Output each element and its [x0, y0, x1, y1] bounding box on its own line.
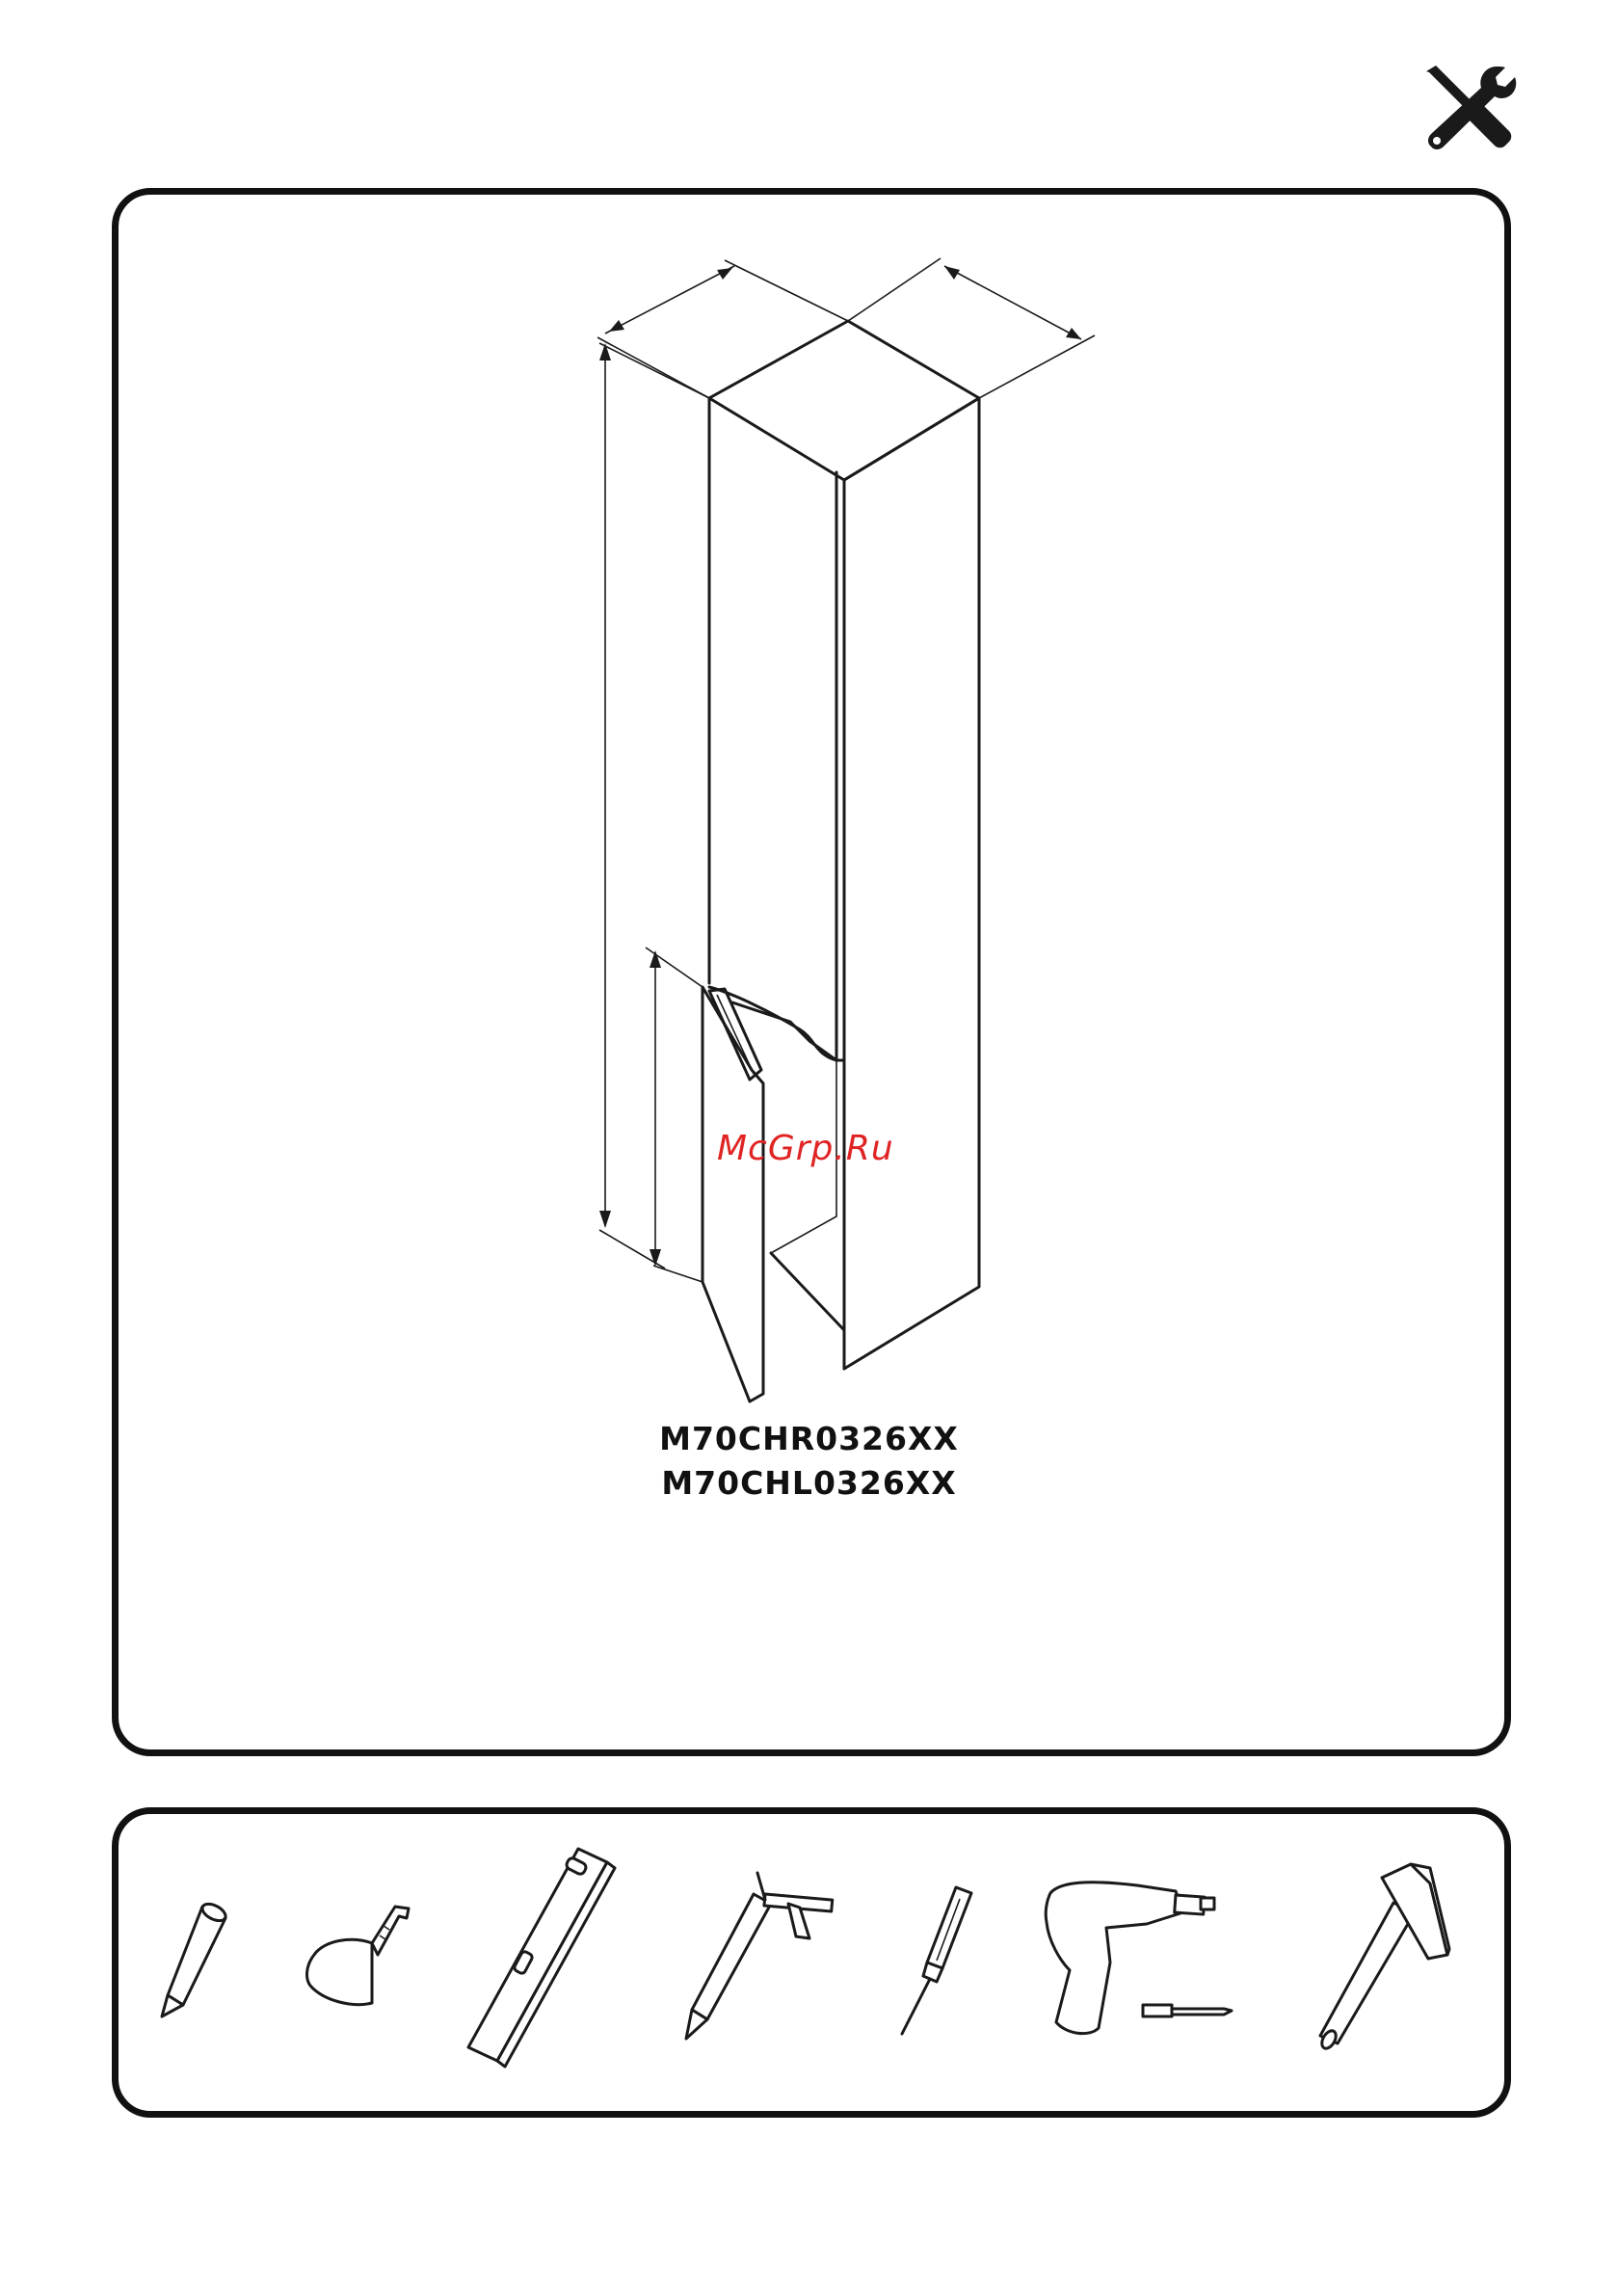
- silicone-gun-icon: [665, 1865, 838, 2048]
- drill-icon: [1031, 1874, 1253, 2047]
- model-code-right: M70CHR0326XX: [659, 1420, 959, 1457]
- spirit-level-icon: [463, 1843, 626, 2074]
- model-codes: [0, 1417, 1618, 1506]
- screwdriver-icon: [877, 1880, 983, 2043]
- tape-measure-icon: [295, 1897, 430, 2022]
- pencil-icon: [154, 1899, 241, 2024]
- hammer-icon: [1307, 1855, 1471, 2057]
- model-code-left: M70CHL0326XX: [661, 1464, 957, 1502]
- watermark: McGrp.Ru: [717, 1129, 894, 1168]
